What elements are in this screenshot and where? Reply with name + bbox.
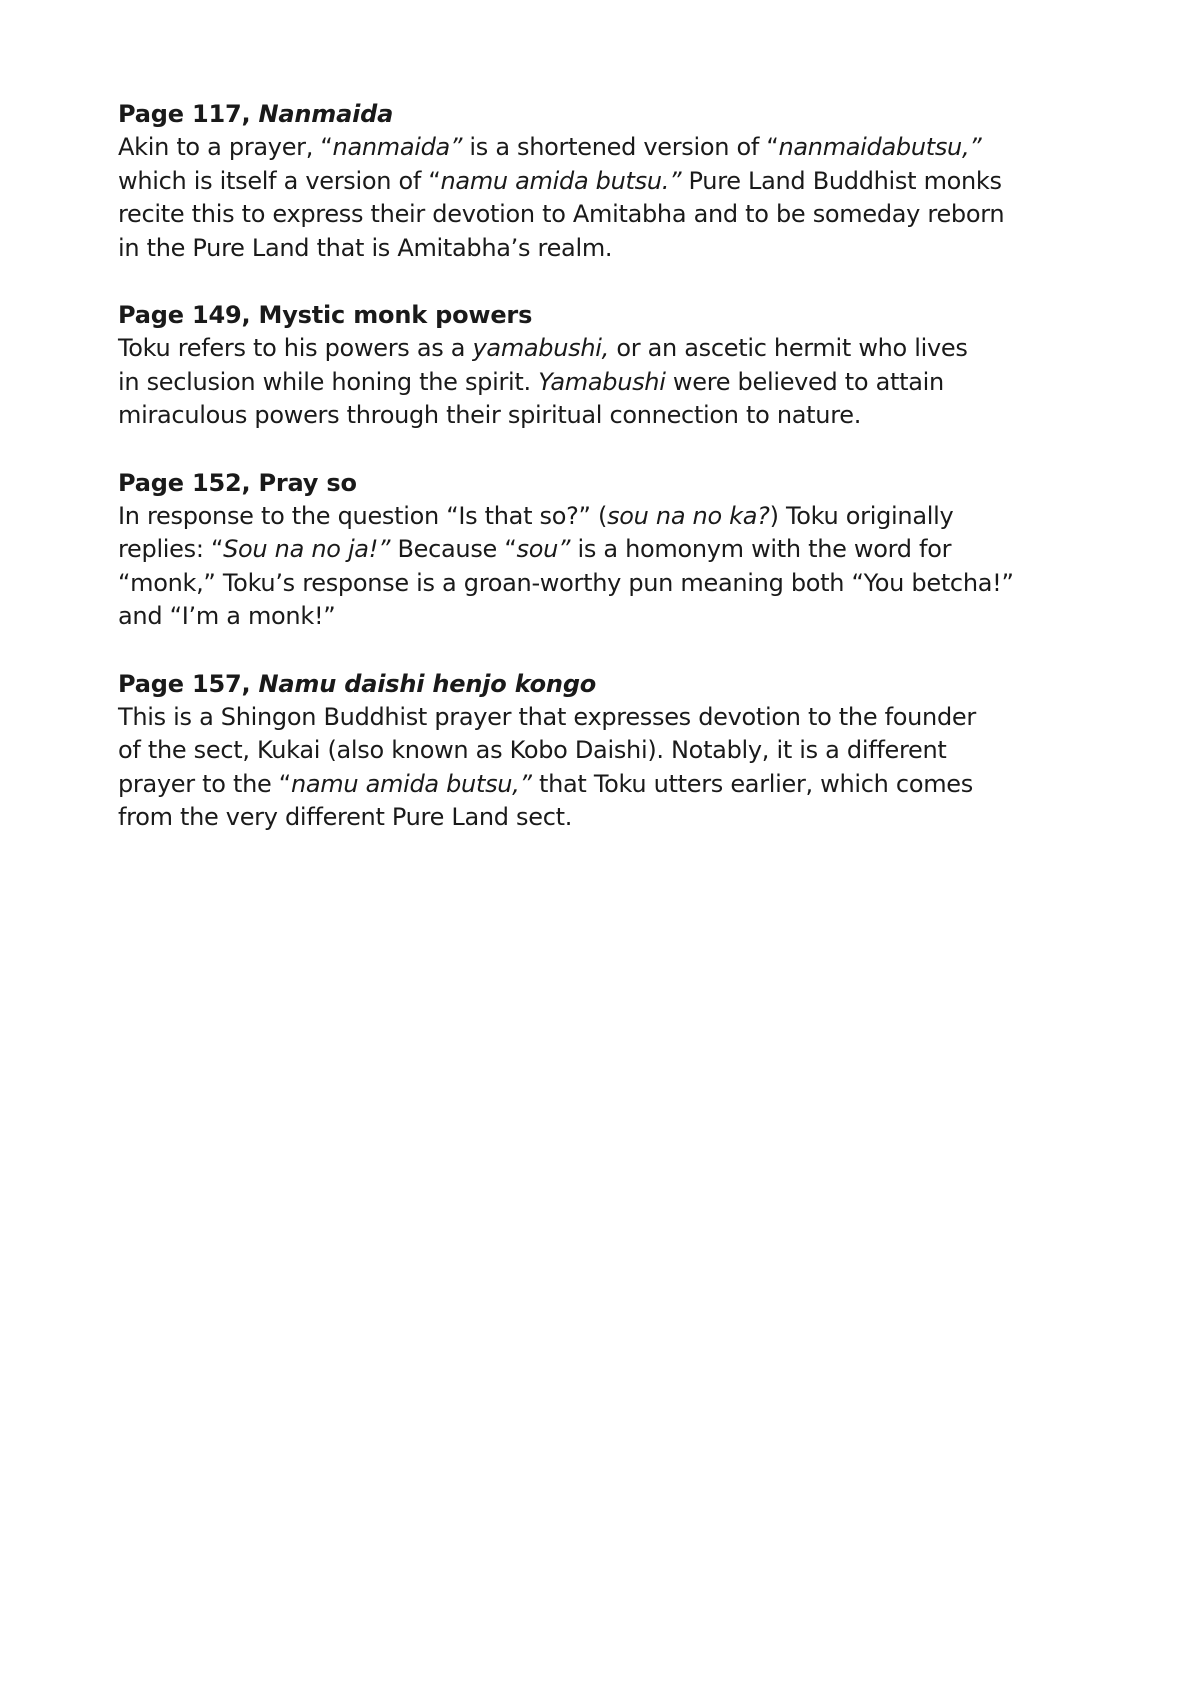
text-line	[118, 768, 1098, 802]
italic-text: nanmaidabutsu,”	[778, 133, 982, 161]
note-heading	[118, 98, 1098, 131]
note-heading-text: Page 157,	[118, 669, 259, 698]
body-text: Toku refers to his powers as a	[118, 334, 473, 362]
text-line	[118, 734, 1098, 768]
body-text: replies: “	[118, 535, 224, 563]
body-text: Akin to a prayer, “	[118, 133, 333, 161]
text-line	[118, 533, 1098, 567]
note-section	[118, 668, 1098, 835]
body-text: Because “	[390, 535, 517, 563]
text-line	[118, 232, 1098, 266]
note-heading-text: Page 149, Mystic monk powers	[118, 301, 533, 329]
body-text: which is itself a version of “	[118, 166, 441, 195]
text-line	[118, 131, 1098, 165]
note-body	[118, 701, 1098, 835]
body-text: Pure Land Buddhist monks	[681, 166, 1002, 195]
note-heading-text: Page 152, Pray so	[118, 468, 357, 497]
italic-text: sou na no ka?	[607, 501, 770, 530]
body-text: ) Toku originally	[769, 501, 954, 530]
body-text: and “I’m a monk!”	[118, 602, 336, 630]
text-line	[118, 165, 1098, 199]
text-line	[118, 701, 1098, 735]
body-text: “monk,” Toku’s response is a groan-worthy pun meaning both “You betcha!”	[118, 568, 1014, 597]
text-line	[118, 567, 1098, 601]
note-heading-italic: Nanmaida	[258, 100, 394, 128]
body-text: miraculous powers through their spiritual connection to nature.	[118, 401, 862, 429]
note-heading	[118, 668, 1098, 701]
body-text: recite this to express their devotion to Amitabha and to be someday reborn	[118, 200, 1005, 228]
body-text: prayer to the “	[118, 769, 291, 798]
body-text: of the sect, Kukai (also known as Kobo Daishi). Notably, it is a different	[118, 736, 947, 764]
note-body	[118, 332, 1098, 433]
document-page	[118, 98, 1098, 869]
body-text: This is a Shingon Buddhist prayer that expresses devotion to the founder	[118, 702, 976, 731]
text-line	[118, 500, 1098, 534]
text-line	[118, 399, 1098, 433]
note-section	[118, 98, 1098, 265]
text-line	[118, 198, 1098, 232]
note-heading	[118, 467, 1098, 500]
italic-text: sou”	[516, 535, 571, 563]
body-text: that Toku utters earlier, which comes	[531, 769, 973, 798]
body-text: in the Pure Land that is Amitabha’s realm.	[118, 233, 613, 262]
body-text: were believed to attain	[665, 367, 944, 396]
text-line	[118, 801, 1098, 835]
note-section	[118, 467, 1098, 634]
body-text: In response to the question “Is that so?” (	[118, 501, 608, 530]
note-heading	[118, 299, 1098, 332]
note-body	[118, 131, 1098, 265]
note-section	[118, 299, 1098, 433]
italic-text: Sou na no ja!”	[223, 535, 391, 563]
body-text: is a shortened version of “	[462, 133, 779, 161]
italic-text: nanmaida”	[332, 133, 463, 161]
body-text: or an ascetic hermit who lives	[608, 334, 968, 362]
italic-text: Yamabushi	[538, 367, 666, 396]
body-text: is a homonym with the word for	[570, 535, 952, 563]
italic-text: yamabushi,	[472, 334, 609, 362]
note-body	[118, 500, 1098, 634]
text-line	[118, 332, 1098, 366]
body-text: from the very different Pure Land sect.	[118, 803, 573, 831]
italic-text: namu amida butsu.”	[440, 166, 682, 195]
text-line	[118, 600, 1098, 634]
text-line	[118, 366, 1098, 400]
note-heading-italic: Namu daishi henjo kongo	[258, 669, 597, 698]
italic-text: namu amida butsu,”	[290, 769, 532, 798]
note-heading-text: Page 117,	[118, 100, 259, 128]
body-text: in seclusion while honing the spirit.	[118, 367, 539, 396]
